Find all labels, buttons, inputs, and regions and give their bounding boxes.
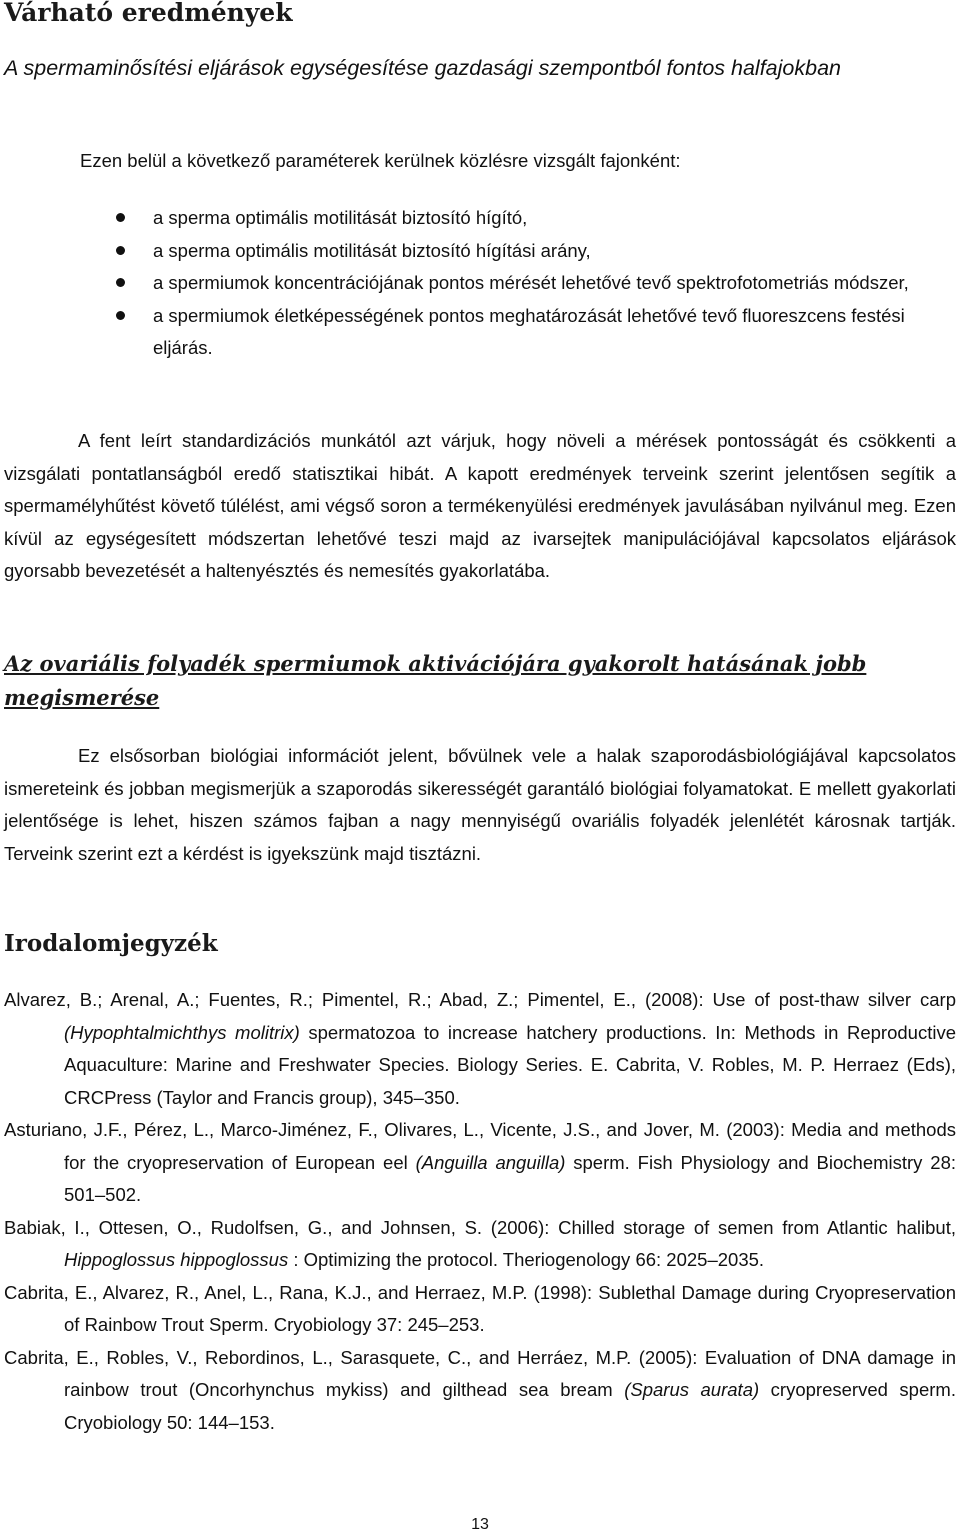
reference-text: Babiak, I., Ottesen, O., Rudolfsen, G., and Johnsen, S. (2006): Chilled storage of semen from Atlantic halibut, bbox=[4, 1216, 956, 1238]
reference-text: Cabrita, E., Robles, V., Rebordinos, L., Sarasquete, C., and Herráez, M.P. (2005): Evaluation of DNA damage in rainbow trout (Oncorhynchus mykiss) and gilthead sea bream bbox=[4, 1346, 956, 1400]
page-title: Várható eredmények bbox=[4, 0, 293, 27]
page-number: 13 bbox=[471, 1516, 489, 1533]
list-item bbox=[116, 202, 956, 235]
section-2-title: Az ovariális folyadék spermiumok aktivációjára gyakorolt hatásának jobb megismerése bbox=[4, 651, 867, 710]
paragraph-expected-results: A fent leírt standardizációs munkától azt várjuk, hogy növeli a mérések pontosságát és csökkenti a vizsgálati pontatlanságból eredő statisztikai hibát. A kapott eredmények terveink szerint jelentősen segítik a spermamélyhűtést követő túlélést, ami végső soron a termékenyülési eredmények javulásában nyilvánul meg. Ezen kívül az egységesített módszertan lehetővé teszi majd az ivarsejtek manipulációjával kapcsolatos eljárások gyorsabb bevezetését a haltenyésztés és nemesítés gyakorlatába. bbox=[4, 430, 956, 581]
list-item bbox=[116, 300, 956, 365]
reference-text: sperm. Fish Physiology and Biochemistry 28: 501–502. bbox=[64, 1151, 957, 1205]
parameter-list bbox=[116, 202, 956, 365]
reference-species: Hippoglossus hippoglossus bbox=[64, 1249, 289, 1270]
list-item-text: a sperma optimális motilitását biztosító hígítási arány, bbox=[153, 239, 591, 261]
reference-item bbox=[4, 1277, 956, 1342]
list-item-text: a sperma optimális motilitását biztosító hígító, bbox=[153, 207, 528, 228]
reference-item bbox=[4, 984, 956, 1114]
reference-text: cryopreserved sperm. Cryobiology 50: 144–153. bbox=[64, 1379, 956, 1433]
reference-species: (Hypophtalmichthys molitrix) bbox=[64, 1021, 300, 1043]
reference-text: : Optimizing the protocol. Theriogenology 66: 2025–2035. bbox=[288, 1249, 765, 1270]
reference-text: Asturiano, J.F., Pérez, L., Marco-Jiménez, F., Olivares, L., Vicente, J.S., and Jover, M. (2003): Media and methods for the cryopreservation of European eel bbox=[4, 1119, 956, 1173]
bullet-icon bbox=[116, 213, 125, 222]
reference-species: (Sparus aurata) bbox=[624, 1379, 760, 1400]
list-item-text: a spermiumok életképességének pontos meghatározását lehetővé tevő fluoreszcens festési eljárás. bbox=[153, 304, 905, 358]
reference-item bbox=[4, 1212, 956, 1277]
reference-text: Cabrita, E., Alvarez, R., Anel, L., Rana, K.J., and Herraez, M.P. (1998): Sublethal Damage during Cryopreservation of Rainbow Trout Sperm. Cryobiology 37: 245–253. bbox=[4, 1281, 956, 1335]
reference-item bbox=[4, 1114, 956, 1212]
intro-text: Ezen belül a következő paraméterek kerülnek közlésre vizsgált fajonként: bbox=[80, 150, 681, 171]
list-item bbox=[116, 235, 956, 268]
list-item bbox=[116, 267, 956, 300]
paragraph-ovarian-fluid: Ez elsősorban biológiai információt jelent, bővülnek vele a halak szaporodásbiológiájával kapcsolatos ismereteink és jobban megismerjük a szaporodás sikerességét garantáló biológiai folyamatokat. E mellett gyakorlati jelentősége is lehet, hiszen számos fajban a nagy mennyiségű ovariális folyadék jelenlétét károsnak tartják. Terveink szerint ezt a kérdést is igyekszünk majd tisztázni. bbox=[4, 745, 956, 864]
bullet-icon bbox=[116, 278, 125, 287]
section-1-title: A spermaminősítési eljárások egységesítése gazdasági szempontból fontos halfajokban bbox=[4, 56, 841, 80]
bullet-icon bbox=[116, 311, 125, 320]
bullet-icon bbox=[116, 246, 125, 255]
reference-species: (Anguilla anguilla) bbox=[415, 1151, 566, 1173]
reference-item bbox=[4, 1342, 956, 1440]
reference-list bbox=[4, 984, 956, 1439]
list-item-text: a spermiumok koncentrációjának pontos mérését lehetővé tevő spektrofotometriás módszer, bbox=[153, 272, 909, 293]
reference-text: spermatozoa to increase hatchery productions. In: Methods in Reproductive Aquaculture: Marine and Freshwater Species. Biology Series. E. Cabrita, V. Robles, M. P. Herraez (Eds), CRCPress (Taylor and Francis group), 345–350. bbox=[64, 1021, 956, 1108]
reference-text: Alvarez, B.; Arenal, A.; Fuentes, R.; Pimentel, R.; Abad, Z.; Pimentel, E., (2008): Use of post-thaw silver carp bbox=[4, 989, 956, 1010]
references-title: Irodalomjegyzék bbox=[4, 930, 218, 957]
